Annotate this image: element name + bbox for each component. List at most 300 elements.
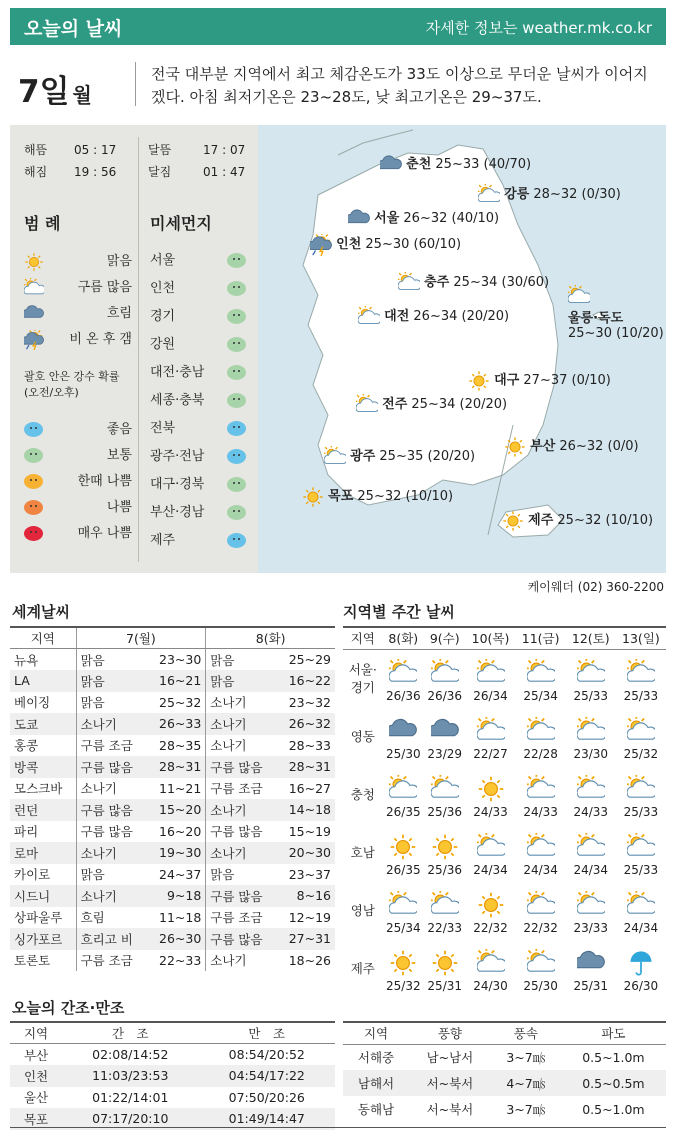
table-row: [10, 928, 335, 950]
table-row: [10, 907, 335, 929]
map-city: [398, 271, 549, 294]
table-row: [343, 649, 666, 707]
sea-cell: 서~북서: [426, 1102, 474, 1117]
weather-day2: 구름 많음: [206, 821, 277, 843]
cloud-icon: [383, 717, 424, 745]
weather-summary: 전국 대부분 지역에서 최고 체감온도가 33도 이상으로 무더운 날씨가 이어지겠다. 아침 최저기온은 23~28도, 낮 최고기온은 29~37도.: [151, 65, 648, 106]
sea-header: 파도: [561, 1022, 666, 1044]
sea-cell: 남~남서: [426, 1050, 474, 1066]
credit: 케이웨더 (02) 360-2200: [527, 580, 664, 594]
weather-day1: 구름 많음: [76, 821, 147, 843]
dust-level-item: [24, 417, 132, 443]
cloud-icon: [24, 306, 44, 321]
forecast-cell: [616, 881, 666, 939]
rain-clear-icon: [24, 332, 44, 347]
table-row: [10, 756, 335, 778]
weather-day2: 소나기: [206, 842, 277, 864]
temp-day1: 23~30: [159, 652, 202, 667]
sea-cell: 서~북서: [409, 1070, 491, 1096]
sea-cell: 남해서: [343, 1070, 409, 1096]
face-norm-icon: [227, 281, 246, 296]
map-city-value: 26~34 (20/20): [413, 309, 510, 324]
temp-day2: 26~32: [276, 713, 335, 735]
regional-header: 8(화): [383, 627, 424, 649]
table-row: [10, 950, 335, 972]
regional-header: 13(일): [616, 627, 666, 649]
dust-region-name: 강원: [150, 337, 176, 352]
forecast-temp: 23/30: [573, 747, 609, 761]
forecast-cell: [516, 649, 566, 707]
tide-header: 간 조: [62, 1022, 198, 1044]
forecast-temp: 25/36: [427, 805, 463, 819]
dust-level-item: [24, 469, 132, 495]
face-norm-icon: [227, 477, 246, 492]
sea-header: 지역: [343, 1022, 409, 1044]
sea-cell: 0.5~1.0m: [582, 1049, 645, 1065]
map-city-name: 서울: [374, 211, 400, 226]
temp-day2: 23~37: [288, 866, 331, 882]
dust-region-list: [150, 247, 246, 555]
forecast-temp: 25/31: [573, 979, 609, 993]
dust-title: 미세먼지: [150, 214, 212, 233]
world-weather-title: 세계날씨: [12, 603, 70, 621]
forecast-cell: [616, 823, 666, 881]
sun-icon: [302, 489, 324, 504]
city-name: 로마: [10, 842, 76, 864]
forecast-cell: [424, 939, 465, 997]
sea-header: 풍속: [491, 1022, 561, 1044]
table-row: [10, 670, 335, 692]
map-city-value: 25~32 (10/10): [557, 513, 654, 528]
temp-day1: 19~30: [147, 842, 206, 864]
table-row: [343, 1096, 666, 1122]
weather-day2: 구름 조금: [206, 778, 277, 800]
face-good-icon: [227, 449, 246, 464]
table-row: [10, 692, 335, 714]
temp-day1: 16~21: [147, 670, 206, 692]
regional-header: 12(토): [566, 627, 616, 649]
sea-cell: 동해남: [357, 1102, 395, 1117]
forecast-cell: [424, 649, 465, 707]
dust-region: [150, 499, 246, 527]
legend-item-label: 흐림: [106, 306, 132, 321]
legend-item-label: 비 온 후 갬: [69, 332, 132, 347]
table-row: [10, 1087, 335, 1109]
dust-region: [150, 331, 246, 359]
forecast-cell: [616, 707, 666, 765]
cloud-sun-icon: [516, 775, 566, 803]
map-city-value: 25~32 (10/10): [357, 489, 454, 504]
cloud-sun-icon: [478, 187, 500, 202]
forecast-temp: 25/36: [427, 863, 463, 877]
cloud-sun-icon: [516, 659, 566, 687]
forecast-cell: [465, 939, 515, 997]
tide-cell: 08:54/20:52: [228, 1047, 305, 1062]
city-name: 모스크바: [14, 781, 63, 797]
cloud-sun-icon: [465, 949, 515, 977]
map-city: [380, 153, 531, 176]
forecast-temp: 25/33: [573, 689, 609, 703]
forecast-temp: 24/30: [473, 979, 508, 993]
dust-level-item: [24, 495, 132, 521]
region-name: 호남: [350, 845, 375, 860]
weather-day2: 구름 많음: [206, 756, 277, 778]
table-row: [343, 881, 666, 939]
temp-day1: 24~37: [159, 866, 202, 882]
regional-header: 지역: [343, 627, 383, 649]
world-weather-table: [10, 626, 335, 971]
map-city: [324, 445, 475, 468]
weather-day2: 소나기: [206, 713, 277, 735]
tide-table: [10, 1021, 335, 1130]
world-header-day2: 8(화): [206, 627, 335, 649]
forecast-cell: [465, 649, 515, 707]
cloud-sun-icon: [24, 280, 44, 295]
legend-item: [24, 275, 132, 301]
cloud-sun-icon: [616, 717, 666, 745]
forecast-cell: [516, 707, 566, 765]
city-name: 파리: [14, 824, 39, 840]
table-row: [343, 765, 666, 823]
sea-cell: 서해중: [357, 1050, 395, 1066]
legend-item: [24, 249, 132, 275]
umbrella-icon: [616, 949, 666, 977]
forecast-cell: [516, 881, 566, 939]
table-row: [10, 864, 335, 886]
table-row: [343, 1070, 666, 1096]
weather-day1: 맑음: [76, 864, 147, 886]
forecast-temp: 26/35: [386, 805, 421, 819]
forecast-cell: [383, 707, 424, 765]
bottom-rule: [10, 1127, 666, 1128]
moonrise-time: 17 : 07: [203, 143, 246, 157]
region-name: 서울· 경기: [348, 662, 377, 696]
face-norm-icon: [227, 309, 246, 324]
cloud-sun-icon: [424, 891, 465, 919]
table-row: [10, 885, 335, 907]
forecast-temp: 25/34: [523, 689, 558, 703]
map-city-name: 전주: [382, 397, 408, 412]
table-row: [10, 821, 335, 843]
cloud-sun-icon: [566, 891, 616, 919]
weather-day1: 맑음: [76, 692, 147, 714]
cloud-sun-icon: [616, 891, 666, 919]
temp-day2: 23~32: [288, 694, 331, 710]
forecast-cell: [616, 939, 666, 997]
dust-region: [150, 443, 246, 471]
legend-item-label: 맑음: [106, 254, 132, 269]
cloud-sun-icon: [566, 833, 616, 861]
weather-day1: 소나기: [76, 778, 147, 800]
sea-cell: 4~7㎧: [491, 1070, 561, 1096]
weather-day1: 맑음: [76, 649, 147, 671]
cloud-sun-icon: [616, 659, 666, 687]
forecast-cell: [383, 765, 424, 823]
forecast-cell: [465, 765, 515, 823]
dust-region-name: 대전·충남: [150, 365, 205, 380]
dust-legend: [24, 417, 132, 547]
table-row: [10, 735, 335, 757]
cloud-sun-icon: [465, 717, 515, 745]
moonrise-label: 달뜸: [148, 143, 172, 157]
dust-level-label: 매우 나쁨: [77, 526, 132, 541]
table-row: [343, 707, 666, 765]
forecast-temp: 25/30: [523, 979, 558, 993]
dust-region: [150, 247, 246, 275]
forecast-cell: [465, 707, 515, 765]
weather-day2: 맑음: [206, 864, 277, 886]
forecast-cell: [465, 881, 515, 939]
dust-region: [150, 387, 246, 415]
dust-region-name: 전북: [150, 421, 176, 436]
cloud-sun-icon: [516, 949, 566, 977]
map-city-value: 26~32 (40/10): [403, 211, 500, 226]
map-city: [348, 207, 499, 230]
region-name: 영남: [350, 903, 375, 918]
map-city-value: 27~37 (0/10): [523, 373, 611, 388]
sun-icon: [383, 949, 424, 977]
temp-day1: 26~30: [147, 928, 206, 950]
map-city-value: 25~30 (60/10): [365, 237, 462, 252]
date-display: [18, 66, 92, 111]
tide-header: 지역: [10, 1022, 62, 1044]
sunrise-label: 해뜸: [24, 143, 48, 157]
forecast-temp: 22/32: [523, 921, 558, 935]
cloud-sun-icon: [465, 659, 515, 687]
map-city-value: 25~34 (30/60): [453, 275, 550, 290]
face-norm-icon: [227, 365, 246, 380]
city-name: 홍콩: [14, 738, 39, 754]
moon-times: [148, 139, 258, 183]
forecast-temp: 25/33: [623, 689, 659, 703]
weather-day2: 맑음: [206, 670, 277, 692]
regional-header: 11(금): [516, 627, 566, 649]
forecast-temp: 26/36: [427, 689, 463, 703]
face-good-icon: [24, 422, 43, 437]
weather-day1: 흐림: [76, 907, 147, 929]
table-row: [343, 939, 666, 997]
weather-day2: 소나기: [206, 950, 277, 972]
moonset-time: 01 : 47: [203, 165, 246, 179]
cloud-sun-icon: [424, 775, 465, 803]
forecast-cell: [516, 823, 566, 881]
dust-level-label: 보통: [106, 448, 132, 463]
dust-region-name: 부산·경남: [150, 505, 205, 520]
dust-level-label: 나쁨: [106, 500, 132, 515]
forecast-temp: 23/29: [427, 747, 463, 761]
weather-day2: 맑음: [206, 649, 277, 671]
world-header-region: 지역: [10, 627, 76, 649]
korea-map: [258, 125, 666, 573]
rain-clear-icon: [310, 237, 332, 252]
dust-level-label: 좋음: [106, 422, 132, 437]
temp-day2: 18~26: [288, 952, 331, 968]
region-name: 충청: [350, 787, 375, 802]
temp-day2: 14~18: [276, 799, 335, 821]
forecast-cell: [516, 939, 566, 997]
map-city-value: 25~35 (20/20): [379, 449, 476, 464]
face-vvbad-icon: [24, 526, 43, 541]
cloud-sun-icon: [383, 775, 424, 803]
weather-day1: 구름 조금: [76, 950, 147, 972]
cloud-icon: [566, 949, 616, 977]
tide-cell: 07:17/20:10: [62, 1108, 198, 1130]
weather-day2: 소나기: [206, 799, 277, 821]
map-city-name: 제주: [528, 513, 554, 528]
temp-day1: 22~33: [159, 952, 202, 968]
temp-day2: 25~29: [288, 652, 331, 667]
sun-icon: [383, 833, 424, 861]
weather-day1: 소나기: [76, 842, 147, 864]
temp-day2: 12~19: [288, 909, 331, 925]
tide-cell: 01:49/14:47: [199, 1108, 335, 1130]
table-row: [10, 1065, 335, 1087]
cloud-sun-icon: [398, 275, 420, 290]
cloud-sun-icon: [516, 891, 566, 919]
weather-day1: 소나기: [76, 713, 147, 735]
city-name: 카이로: [14, 867, 51, 883]
regional-weather-title: 지역별 주간 날씨: [343, 603, 455, 621]
forecast-cell: [566, 707, 616, 765]
forecast-temp: 24/34: [473, 863, 508, 877]
sunset-time: 19 : 56: [74, 165, 117, 179]
forecast-cell: [516, 765, 566, 823]
map-city-name: 부산: [530, 439, 556, 454]
cloud-sun-icon: [616, 775, 666, 803]
weather-day1: 구름 조금: [76, 735, 147, 757]
map-city-name: 강릉: [504, 187, 530, 202]
cloud-icon: [424, 717, 465, 745]
tide-cell: 02:08/14:52: [92, 1047, 169, 1062]
dust-region: [150, 527, 246, 555]
city-name: 싱가포르: [10, 928, 76, 950]
table-row: [10, 842, 335, 864]
sun-icon: [24, 254, 44, 269]
forecast-temp: 25/33: [623, 805, 659, 819]
city-name: 시드니: [10, 885, 76, 907]
table-row: [10, 799, 335, 821]
forecast-cell: [383, 823, 424, 881]
legend-note: 괄호 안은 강수 확률 (오전/오후): [24, 370, 120, 399]
forecast-temp: 25/33: [623, 863, 659, 877]
cloud-icon: [348, 211, 370, 226]
tide-cell: 울산: [23, 1090, 49, 1106]
table-row: [10, 778, 335, 800]
info-link[interactable]: 자세한 정보는 weather.mk.co.kr: [425, 19, 652, 37]
city-name: 베이징: [14, 695, 51, 711]
sun-icon: [502, 513, 524, 528]
region-name: 영동: [350, 729, 375, 744]
tide-cell: 11:03/23:53: [62, 1065, 198, 1087]
cloud-sun-icon: [516, 717, 566, 745]
legend-item-label: 구름 많음: [77, 280, 132, 295]
map-city: [356, 393, 507, 416]
face-norm-icon: [227, 505, 246, 520]
dust-level-item: [24, 521, 132, 547]
cloud-sun-icon: [324, 449, 346, 464]
temp-day1: 26~33: [147, 713, 206, 735]
forecast-temp: 26/35: [386, 863, 421, 877]
forecast-temp: 25/31: [427, 979, 463, 993]
sunset-label: 해짐: [24, 165, 48, 179]
cloud-sun-icon: [566, 659, 616, 687]
forecast-cell: [465, 823, 515, 881]
temp-day2: 27~31: [276, 928, 335, 950]
forecast-temp: 25/30: [386, 747, 421, 761]
face-vbad-icon: [24, 500, 43, 515]
legend-title: 범 례: [24, 214, 61, 233]
sea-cell: 0.5~0.5m: [561, 1070, 666, 1096]
city-name: LA: [10, 670, 76, 692]
map-city: [478, 183, 621, 206]
cloud-sun-icon: [356, 397, 378, 412]
tide-title: 오늘의 간조·만조: [12, 999, 125, 1017]
face-good-icon: [227, 421, 246, 436]
face-norm-icon: [227, 337, 246, 352]
page-title: 오늘의 날씨: [24, 18, 123, 40]
tide-cell: 부산: [23, 1047, 49, 1063]
forecast-temp: 24/34: [623, 921, 659, 935]
forecast-temp: 26/30: [623, 979, 659, 993]
forecast-cell: [566, 649, 616, 707]
temp-day2: 20~30: [276, 842, 335, 864]
temp-day1: 11~18: [159, 909, 202, 925]
weather-day1: 소나기: [76, 885, 147, 907]
legend-divider: [138, 137, 139, 562]
face-norm-icon: [24, 448, 43, 463]
sea-cell: 0.5~1.0m: [582, 1101, 645, 1117]
map-city-value: 25~30 (10/20): [568, 326, 664, 341]
date-weekday: 월: [72, 83, 92, 107]
map-city-value: 25~34 (20/20): [411, 397, 508, 412]
forecast-temp: 24/33: [473, 805, 508, 819]
temp-day2: 16~27: [288, 780, 331, 796]
legend-list: [24, 249, 132, 353]
weather-day2: 소나기: [206, 692, 277, 714]
sun-icon: [424, 833, 465, 861]
weather-day2: 소나기: [206, 735, 277, 757]
cloud-sun-icon: [516, 833, 566, 861]
dust-region-name: 서울: [150, 253, 176, 268]
world-header-day1: 7(월): [76, 627, 206, 649]
dust-region: [150, 359, 246, 387]
tide-cell: 04:54/17:22: [199, 1065, 335, 1087]
tide-cell: 01:22/14:01: [92, 1089, 169, 1105]
dust-region-name: 세종·충북: [150, 393, 205, 408]
weather-day2: 구름 많음: [206, 928, 277, 950]
cloud-sun-icon: [358, 309, 380, 324]
sea-header: 풍향: [409, 1022, 491, 1044]
forecast-cell: [616, 765, 666, 823]
face-good-icon: [227, 533, 246, 548]
legend-item: [24, 327, 132, 353]
face-bad-icon: [24, 474, 43, 489]
temp-day1: 16~20: [159, 823, 202, 839]
weather-day1: 구름 많음: [76, 756, 147, 778]
forecast-cell: [383, 649, 424, 707]
weather-panel: [10, 125, 666, 573]
forecast-cell: [566, 765, 616, 823]
tide-cell: 07:50/20:26: [228, 1089, 305, 1105]
temp-day2: 28~31: [276, 756, 335, 778]
forecast-temp: 24/34: [523, 863, 558, 877]
map-city-value: 28~32 (0/30): [533, 187, 621, 202]
temp-day1: 25~32: [159, 694, 202, 710]
temp-day1: 9~18: [147, 885, 206, 907]
forecast-cell: [424, 765, 465, 823]
map-city-name: 대전: [384, 309, 410, 324]
table-row: [10, 713, 335, 735]
